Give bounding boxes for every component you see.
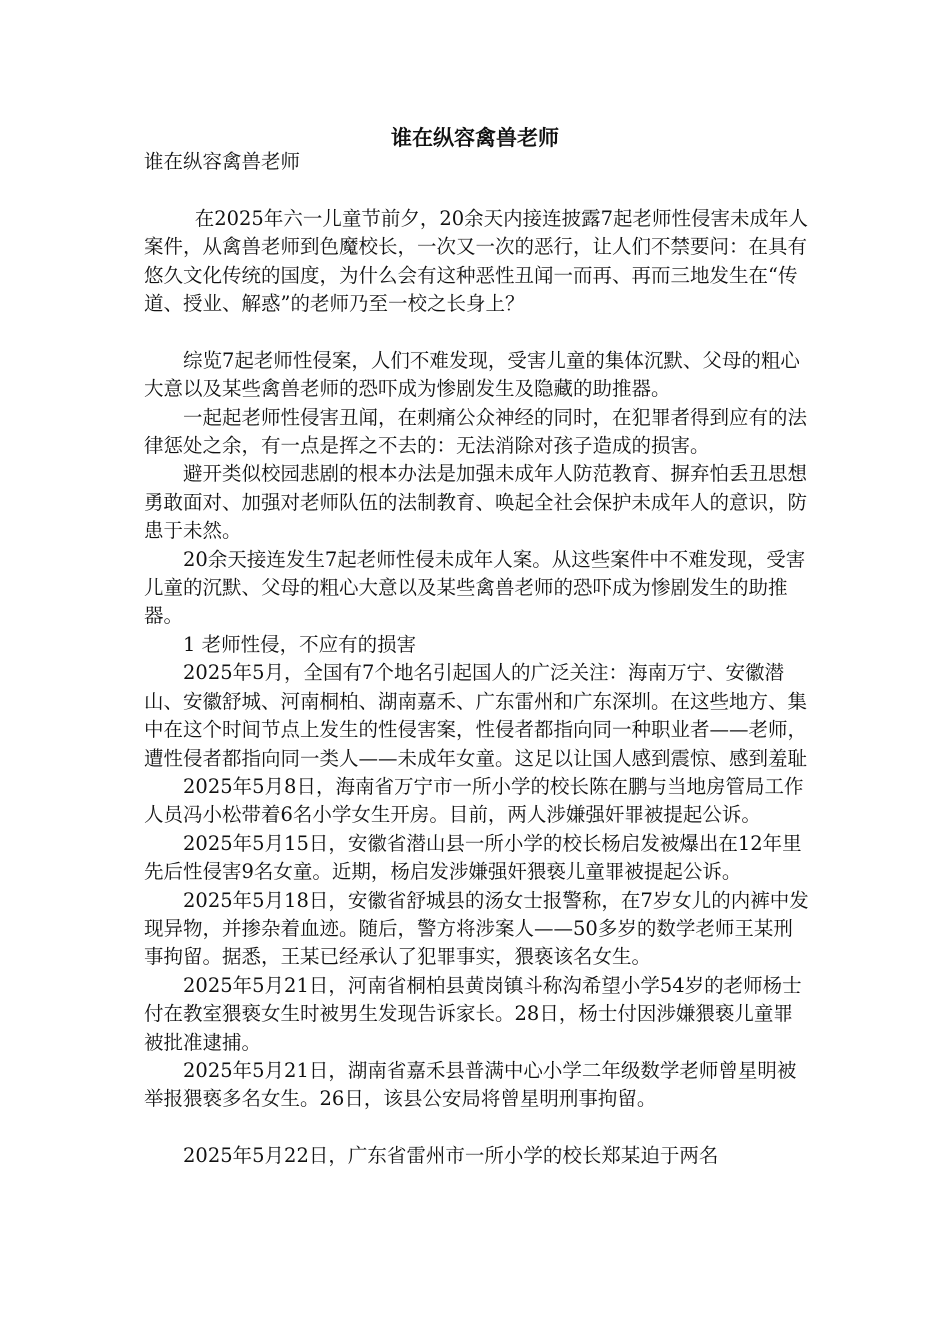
document-body [144,148,810,1171]
spacer [144,176,810,204]
paragraph: 2025年5月18日，安徽省舒城县的汤女士报警称，在7岁女儿的内裤中发现异物，并掺杂着血迹。随后，警方将涉案人——50多岁的数学老师王某刑事拘留。据悉，王某已经承认了犯罪事实，猥亵该名女生。 [144,888,809,969]
paragraph: 一起起老师性侵害丑闻，在刺痛公众神经的同时，在犯罪者得到应有的法律惩处之余，有一点是挥之不去的：无法消除对孩子造成的损害。 [144,405,808,458]
document-title: 谁在纵容禽兽老师 [391,126,559,150]
spacer [144,1114,810,1142]
paragraph: 2025年5月8日，海南省万宁市一所小学的校长陈在鹏与当地房管局工作人员冯小松带着6名小学女生开房。目前，两人涉嫌强奸罪被提起公诉。 [144,774,804,827]
paragraph: 在2025年六一儿童节前夕，20余天内接连披露7起老师性侵害未成年人案件，从禽兽老师到色魔校长，一次又一次的恶行，让人们不禁要问：在具有悠久文化传统的国度，为什么会有这种恶性丑闻一而再、再而三地发生在“传道、授业、解惑”的老师乃至一校之长身上？ [144,206,809,316]
paragraph: 2025年5月21日，河南省桐柏县黄岗镇斗称沟希望小学54岁的老师杨士付在教室猥亵女生时被男生发现告诉家长。28日，杨士付因涉嫌猥亵儿童罪被批准逮捕。 [144,973,802,1054]
paragraph: 2025年5月22日，广东省雷州市一所小学的校长郑某迫于两名 [183,1144,719,1168]
paragraph: 综览7起老师性侵案，人们不难发现，受害儿童的集体沉默、父母的粗心大意以及某些禽兽老师的恐吓成为惨剧发生及隐藏的助推器。 [144,348,800,401]
paragraph: 2025年5月15日，安徽省潜山县一所小学的校长杨启发被爆出在12年里先后性侵害9名女童。近期，杨启发涉嫌强奸猥亵儿童罪被提起公诉。 [144,831,802,884]
section-heading: 1 老师性侵，不应有的损害 [183,632,417,656]
paragraph: 20余天接连发生7起老师性侵未成年人案。从这些案件中不难发现，受害儿童的沉默、父母的粗心大意以及某些禽兽老师的恐吓成为惨剧发生的助推器。 [144,547,806,628]
paragraph: 2025年5月，全国有7个地名引起国人的广泛关注：海南万宁、安徽潜山、安徽舒城、河南桐柏、湖南嘉禾、广东雷州和广东深圳。在这些地方、集中在这个时间节点上发生的性侵害案，性侵者都指向同一种职业者——老师，遭性侵者都指向同一类人——未成年女童。这足以让国人感到震惊、感到羞耻 [144,661,808,770]
document-subtitle: 谁在纵容禽兽老师 [144,150,301,173]
spacer [144,318,810,346]
paragraph: 2025年5月21日，湖南省嘉禾县普满中心小学二年级数学老师曾星明被举报猥亵多名女生。26日，该县公安局将曾星明刑事拘留。 [144,1058,797,1111]
paragraph: 避开类似校园悲剧的根本办法是加强未成年人防范教育、摒弃怕丢丑思想勇敢面对、加强对老师队伍的法制教育、唤起全社会保护未成年人的意识，防患于未然。 [144,462,808,543]
